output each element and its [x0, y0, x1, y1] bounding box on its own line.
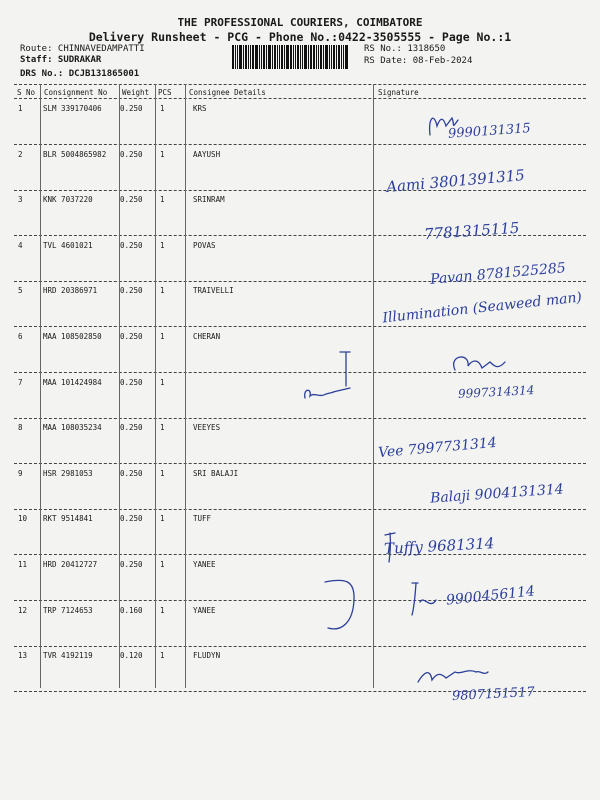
- row-pcs: 1: [160, 149, 165, 159]
- barcode-bar: [268, 45, 271, 69]
- barcode-bar: [252, 45, 254, 69]
- table-row: [0, 332, 600, 377]
- row-consignee: YANEE: [193, 605, 216, 615]
- row-sno: 10: [18, 514, 28, 524]
- row-weight: 0.250: [120, 332, 143, 341]
- row-consignee: VEEYES: [193, 423, 221, 433]
- row-pcs: 1: [160, 423, 165, 433]
- table-row: [0, 423, 600, 468]
- header-rule-top: [14, 84, 586, 85]
- rs-number: RS No.: 1318650: [364, 44, 446, 54]
- row-pcs: 1: [160, 605, 165, 615]
- barcode-bar: [304, 45, 307, 69]
- column-header-weight: Weight: [122, 88, 150, 97]
- company-title: THE PROFESSIONAL COURIERS, COIMBATORE: [177, 16, 423, 29]
- signature-text: Vee 7997731314: [377, 434, 498, 462]
- barcode-bar: [259, 45, 260, 69]
- row-pcs: 1: [160, 195, 165, 205]
- signature-text: Illumination (Seaweed man): [381, 289, 583, 327]
- row-consignment-number: MAA 108035234: [43, 423, 102, 433]
- row-sno: 5: [18, 286, 23, 296]
- drs-number: DRS No.: DCJB131865001: [20, 69, 140, 79]
- row-sno: 11: [18, 560, 28, 569]
- barcode-bar: [325, 45, 328, 69]
- row-consignment-number: HSR 2981053: [43, 468, 93, 478]
- row-sno: 6: [18, 332, 23, 341]
- row-consignment-number: BLR 5004865982: [43, 149, 107, 159]
- row-consignee: TUFF: [193, 514, 212, 524]
- barcode: [232, 45, 356, 69]
- row-sno: 13: [18, 651, 28, 661]
- column-header-consignment: Consignment No: [44, 88, 108, 97]
- row-consignee: CHERAN: [193, 332, 221, 341]
- barcode-bar: [243, 45, 244, 69]
- barcode-bar: [261, 45, 262, 69]
- row-consignee: SRI BALAJI: [193, 468, 239, 478]
- barcode-bar: [290, 45, 292, 69]
- row-sno: 8: [18, 423, 23, 433]
- row-pcs: 1: [160, 332, 165, 341]
- barcode-bar: [295, 45, 296, 69]
- barcode-bar: [232, 45, 234, 69]
- row-consignment-number: RKT 9514841: [43, 514, 93, 524]
- row-consignee: TRAIVELLI: [193, 286, 234, 296]
- rs-date: RS Date: 08-Feb-2024: [364, 56, 473, 66]
- signature-text: 9997314314: [457, 383, 535, 401]
- column-header-sno: S No: [17, 88, 36, 97]
- barcode-bar: [279, 45, 280, 69]
- row-pcs: 1: [160, 377, 165, 387]
- row-weight: 0.250: [120, 560, 143, 569]
- barcode-bar: [331, 45, 332, 69]
- row-consignee: FLUDYN: [193, 651, 221, 661]
- column-header-consignee: Consignee Details: [189, 88, 266, 97]
- row-consignment-number: TRP 7124653: [43, 605, 93, 615]
- route-label: Route: CHINNAVEDAMPATTI: [20, 44, 145, 54]
- barcode-bar: [343, 45, 344, 69]
- row-sno: 3: [18, 195, 23, 205]
- barcode-bar: [336, 45, 337, 69]
- row-consignment-number: MAA 108502850: [43, 332, 102, 341]
- barcode-bar: [250, 45, 251, 69]
- signature-text: Balaji 9004131314: [429, 481, 565, 507]
- barcode-bar: [293, 45, 294, 69]
- row-consignment-number: KNK 7037220: [43, 195, 93, 205]
- barcode-bar: [255, 45, 258, 69]
- row-sno: 4: [18, 240, 23, 250]
- row-weight: 0.160: [120, 605, 143, 615]
- runsheet-subtitle: Delivery Runsheet - PCG - Phone No.:0422-3505555 - Page No.:1: [88, 30, 512, 44]
- barcode-bar: [274, 45, 276, 69]
- row-weight: 0.250: [120, 423, 143, 433]
- barcode-bar: [263, 45, 265, 69]
- barcode-bar: [272, 45, 273, 69]
- row-sno: 12: [18, 605, 28, 615]
- row-consignment-number: TVR 4192119: [43, 651, 93, 661]
- row-consignment-number: SLM 339170406: [43, 104, 102, 113]
- barcode-bar: [284, 45, 285, 69]
- barcode-bar: [329, 45, 330, 69]
- row-consignee: YANEE: [193, 560, 216, 569]
- staff-label: Staff: SUDRAKAR: [20, 55, 102, 65]
- column-header-signature: Signature: [378, 88, 419, 97]
- row-consignee: POVAS: [193, 240, 216, 250]
- barcode-bar: [281, 45, 283, 69]
- barcode-bar: [341, 45, 342, 69]
- row-weight: 0.250: [120, 514, 143, 524]
- barcode-bar: [300, 45, 301, 69]
- column-header-pcs: PCS: [158, 88, 172, 97]
- row-consignment-number: TVL 4601021: [43, 240, 93, 250]
- row-sno: 7: [18, 377, 23, 387]
- barcode-bar: [235, 45, 236, 69]
- row-pcs: 1: [160, 514, 165, 524]
- row-pcs: 1: [160, 560, 165, 569]
- signature-text: 7781315115: [423, 218, 520, 244]
- row-consignee: SRINRAM: [193, 195, 225, 205]
- row-consignment-number: HRD 20386971: [43, 286, 98, 296]
- barcode-bar: [338, 45, 340, 69]
- row-weight: 0.250: [120, 195, 143, 205]
- barcode-bar: [308, 45, 309, 69]
- row-sno: 1: [18, 104, 23, 113]
- row-consignment-number: MAA 101424984: [43, 377, 102, 387]
- row-consignee: AAYUSH: [193, 149, 221, 159]
- signature-text: 9900456114: [445, 583, 536, 609]
- barcode-bar: [316, 45, 317, 69]
- barcode-bar: [302, 45, 303, 69]
- row-weight: 0.250: [120, 240, 143, 250]
- signature-text: 9990131315: [447, 121, 532, 142]
- row-sno: 2: [18, 149, 23, 159]
- row-weight: 0.250: [120, 104, 143, 113]
- row-weight: 0.250: [120, 149, 143, 159]
- barcode-bar: [239, 45, 242, 69]
- table-row: [0, 514, 600, 559]
- barcode-bar: [245, 45, 247, 69]
- barcode-bar: [286, 45, 289, 69]
- signature-text: 9807151517: [451, 684, 536, 705]
- barcode-bar: [333, 45, 335, 69]
- row-weight: 0.250: [120, 286, 143, 296]
- signature-text: Aami 3801391315: [385, 165, 526, 197]
- row-weight: 0.250: [120, 377, 143, 387]
- barcode-bar: [320, 45, 322, 69]
- barcode-bar: [323, 45, 324, 69]
- barcode-bar: [248, 45, 249, 69]
- signature-text: Tuffy 9681314: [383, 534, 495, 558]
- row-pcs: 1: [160, 104, 165, 113]
- row-sno: 9: [18, 468, 23, 478]
- row-pcs: 1: [160, 468, 165, 478]
- row-pcs: 1: [160, 286, 165, 296]
- header-rule-bottom: [14, 98, 586, 99]
- barcode-bar: [277, 45, 278, 69]
- row-pcs: 1: [160, 651, 165, 661]
- row-weight: 0.250: [120, 468, 143, 478]
- barcode-bar: [313, 45, 315, 69]
- signature-text: Pavan 8781525285: [429, 260, 567, 288]
- row-pcs: 1: [160, 240, 165, 250]
- barcode-bar: [310, 45, 312, 69]
- barcode-bar: [297, 45, 299, 69]
- barcode-bar: [345, 45, 348, 69]
- barcode-bar: [318, 45, 319, 69]
- row-weight: 0.120: [120, 651, 143, 661]
- row-consignee: KRS: [193, 104, 207, 113]
- barcode-bar: [266, 45, 267, 69]
- row-consignment-number: HRD 20412727: [43, 560, 98, 569]
- table-row: [0, 606, 600, 651]
- barcode-bar: [237, 45, 238, 69]
